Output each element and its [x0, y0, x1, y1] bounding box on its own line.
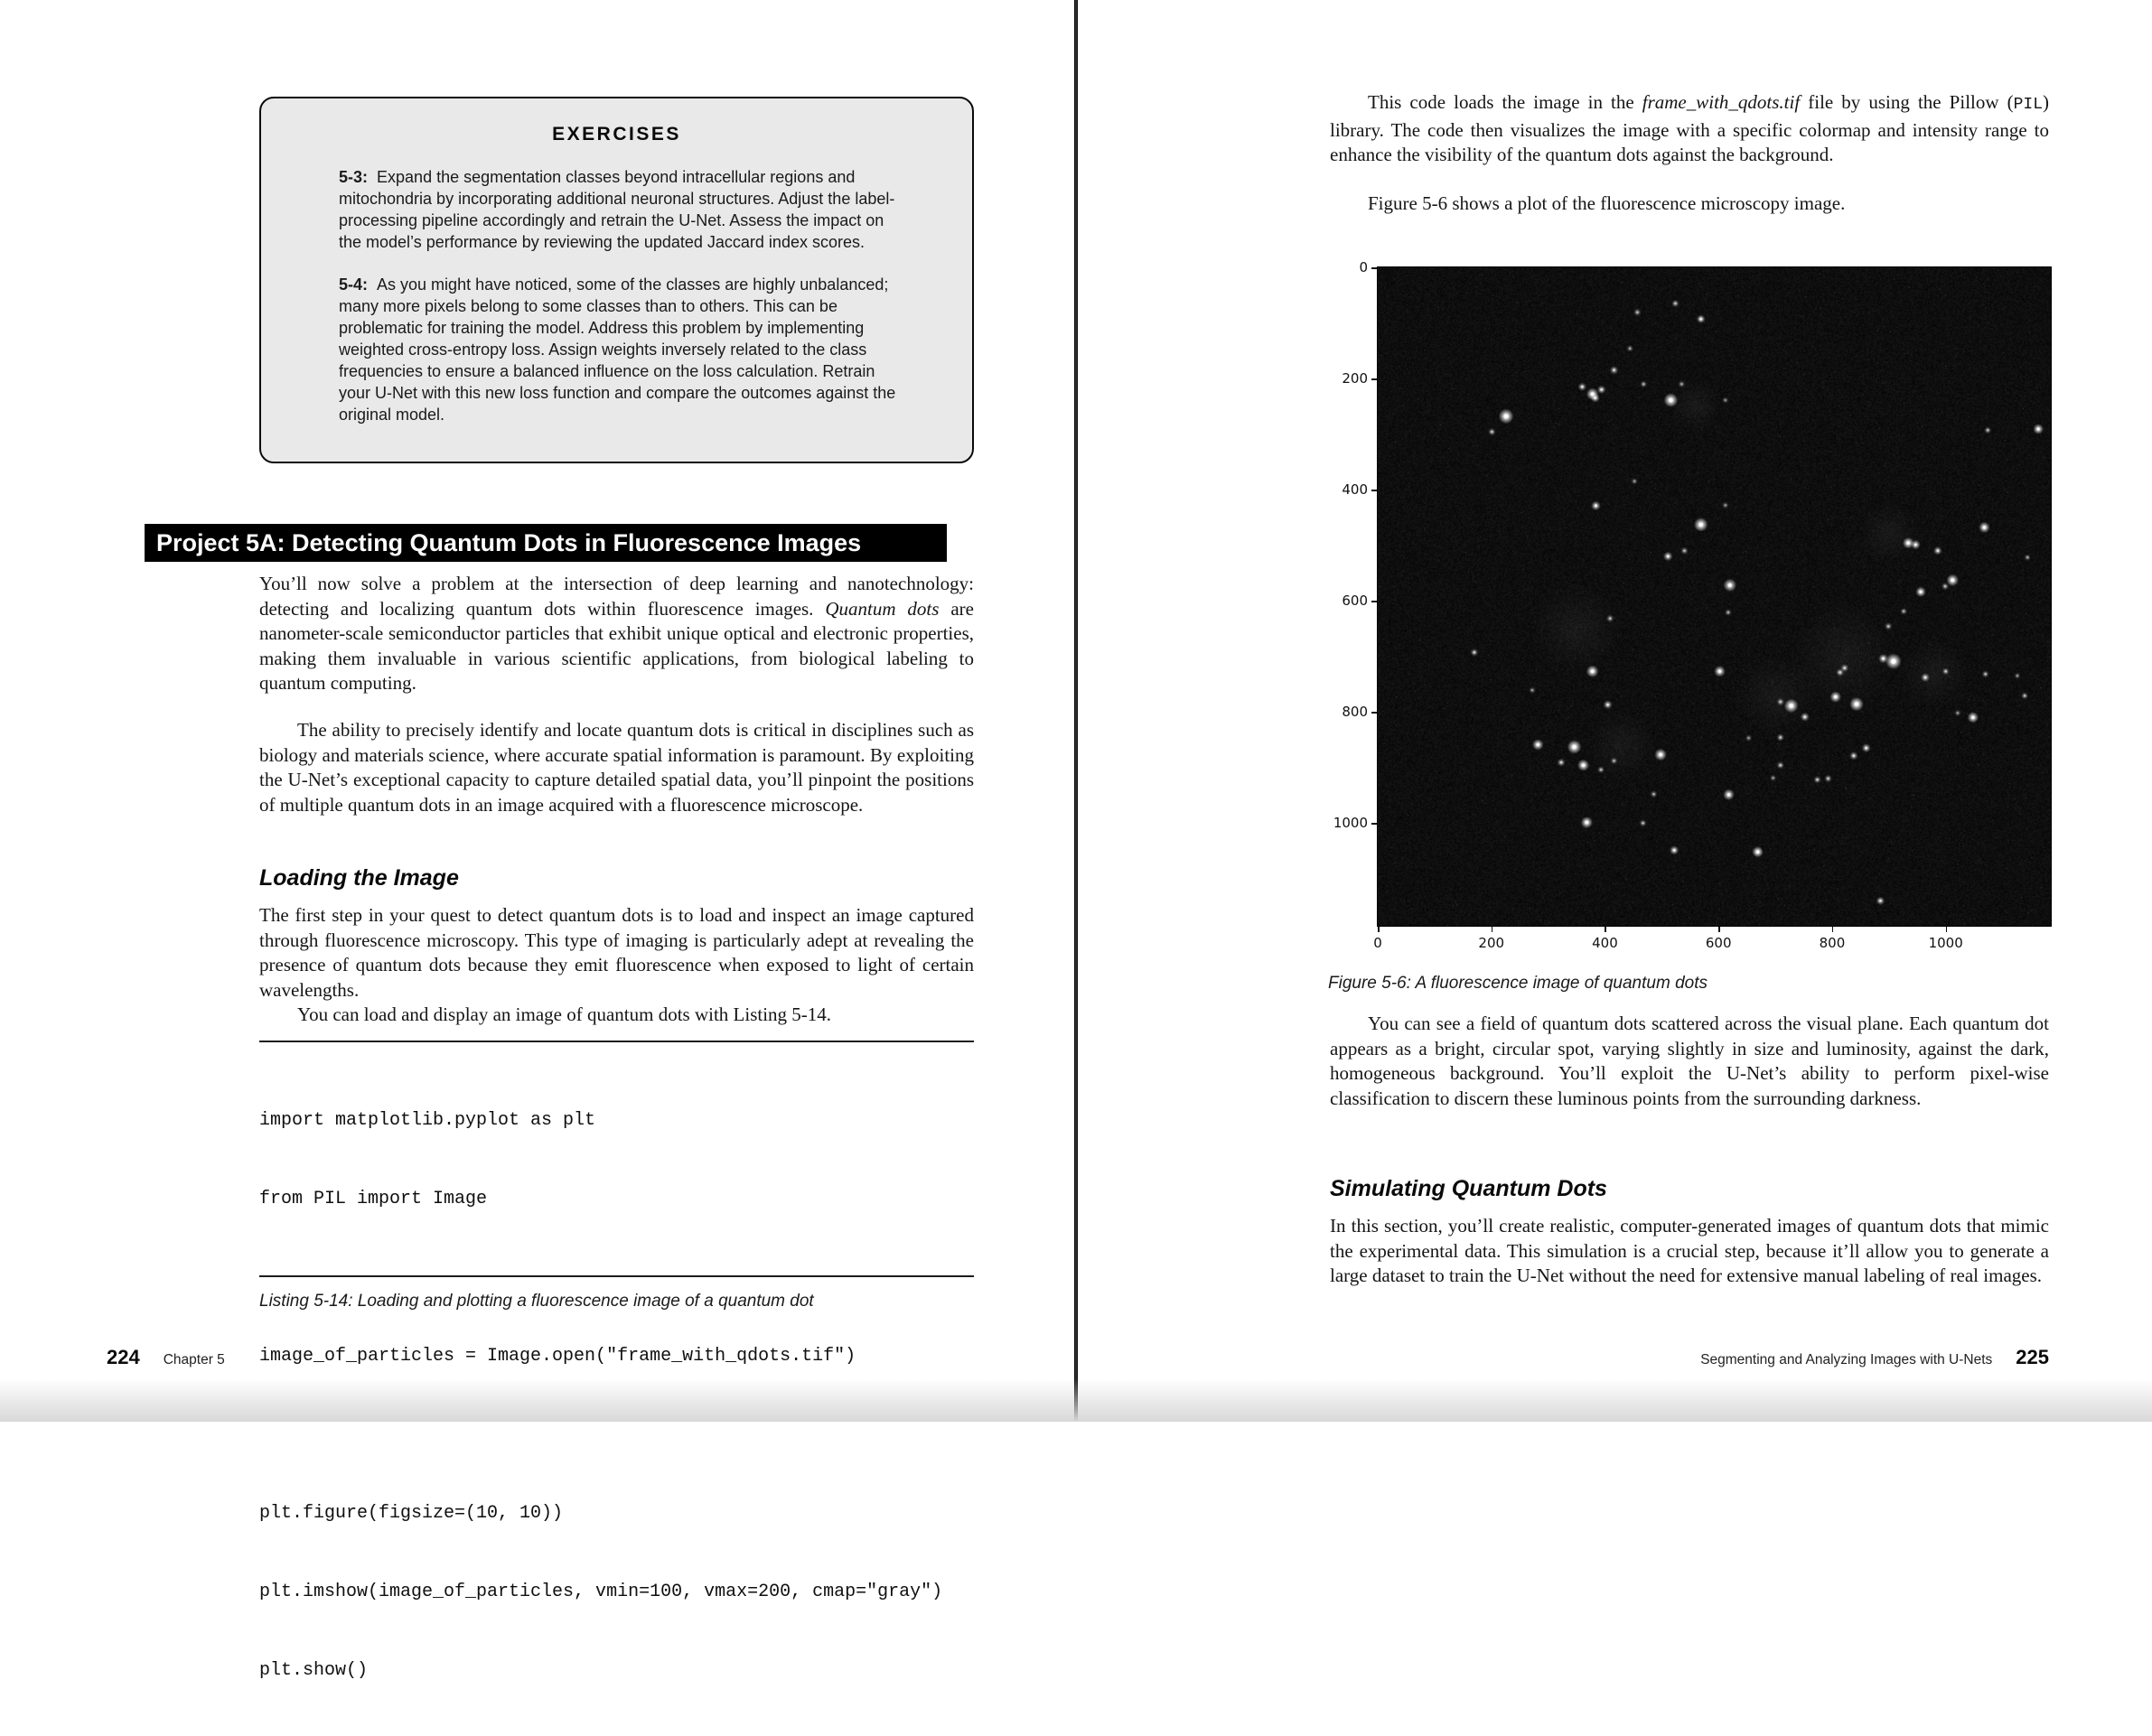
x-axis-tick-mark: [1492, 927, 1493, 932]
y-axis-tick-mark: [1371, 490, 1377, 491]
chapter-label: Chapter 5: [163, 1352, 225, 1367]
italic-term: Quantum dots: [825, 597, 940, 620]
code-line: import matplotlib.pyplot as plt: [259, 1110, 596, 1131]
page-gutter-divider: [1074, 0, 1078, 1422]
paragraph-code-explain: [1330, 90, 2049, 168]
exercise-text: As you might have noticed, some of the classes are highly unbalanced; many more pixels belong to some classes than to others. This can be problematic for training the model. Address this problem by implementing weighted cross-entropy loss. Assign weights inversely related to the class frequencies to ensure a balanced influence on the loss calculation. Retrain your U-Net with this new loss function and compare the outcomes against the original model.: [339, 275, 896, 424]
y-axis-tick-label: 200: [1342, 370, 1368, 387]
filename-italic: frame_with_qdots.tif: [1642, 91, 1801, 113]
page-bottom-shadow: [0, 1378, 2152, 1422]
page-number: 224: [107, 1346, 140, 1368]
code-line: [259, 1265, 974, 1291]
paragraph-field-of-dots: You can see a field of quantum dots scattered across the visual plane. Each quantum dot appears as a bright, circular spot, varying slightly in size and luminosity, against the dark, homogeneous background. You’ll exploit the U-Net’s ability to perform pixel-wise classification to discern these luminous points from the surrounding darkness.: [1330, 1013, 2049, 1109]
x-axis-tick-mark: [1718, 927, 1720, 932]
figure-caption: Figure 5-6: A fluorescence image of quantum dots: [1328, 974, 1708, 993]
project-header-title: Project 5A: Detecting Quantum Dots in Fluorescence Images: [156, 528, 862, 556]
paragraph-listing-ref: You can load and display an image of quantum dots with Listing 5-14.: [297, 1003, 832, 1025]
exercise-label: 5-4:: [339, 275, 369, 294]
left-page: [0, 0, 1074, 1681]
paragraph-text: ) library. The code then visualizes the image with a specific colormap and intensity range to enhance the visibility of the quantum dots against the background.: [1330, 91, 2049, 165]
y-axis-tick-mark: [1371, 823, 1377, 825]
right-footer: [1700, 1346, 2049, 1369]
paragraph-text: This code loads the image in the: [1368, 91, 1642, 113]
left-footer: [107, 1346, 225, 1369]
paragraph-intro: [259, 572, 974, 696]
paragraph-ability: The ability to precisely identify and locate quantum dots is critical in disciplines such as biology and materials science, where accurate spatial information is paramount. By exploiting the U-Net’s exceptional capacity to capture detailed spatial data, you’ll pinpoint the positions of multiple quantum dots in an image acquired with a fluorescence microscope.: [259, 719, 974, 816]
paragraph-text: are nanometer-scale semiconductor particles that exhibit unique optical and electronic properties, making them invaluable in various scientific applications, from biological labeling to quantum computing.: [259, 597, 974, 694]
project-header-bar: [145, 524, 947, 562]
inline-code: PIL: [2013, 96, 2043, 114]
y-axis-tick-mark: [1371, 267, 1377, 269]
y-axis-tick-label: 800: [1342, 704, 1368, 721]
section-heading-loading: Loading the Image: [259, 865, 459, 891]
exercise-label: 5-3:: [339, 168, 369, 186]
y-axis-tick-label: 0: [1359, 259, 1368, 275]
book-title-label: Segmenting and Analyzing Images with U-Nets: [1700, 1352, 1993, 1367]
exercises-title: EXERCISES: [552, 124, 681, 145]
code-line: [259, 1422, 974, 1448]
paragraph-figure-ref: Figure 5-6 shows a plot of the fluorescence microscopy image.: [1368, 192, 1846, 214]
x-axis-tick-mark: [1378, 927, 1380, 932]
y-axis-tick-label: 600: [1342, 593, 1368, 610]
figure-5-6: [1265, 247, 2105, 978]
code-line: plt.figure(figsize=(10, 10)): [259, 1503, 564, 1524]
fluorescence-image: [1378, 267, 2051, 926]
x-axis-tick-label: 800: [1819, 935, 1846, 951]
y-axis-tick-label: 400: [1342, 481, 1368, 499]
listing-rule-bottom: [259, 1275, 974, 1277]
exercise-item-5-3: [339, 166, 911, 253]
x-axis-tick-label: 400: [1592, 935, 1618, 951]
x-axis-tick-mark: [1946, 927, 1948, 932]
page-number: 225: [2016, 1346, 2049, 1368]
listing-rule-top: [259, 1041, 974, 1042]
code-line: from PIL import Image: [259, 1189, 488, 1209]
x-axis-tick-label: 200: [1478, 935, 1505, 951]
exercise-item-5-4: [339, 274, 911, 425]
y-axis-tick-mark: [1371, 601, 1377, 602]
paragraph-simulation: In this section, you’ll create realistic, computer-generated images of quantum dots that mimic the experimental data. This simulation is a crucial step, because it’ll allow you to generate a large dataset to train the U-Net without the need for extensive manual labeling of real images.: [1330, 1215, 2049, 1286]
paragraph-first-step: The first step in your quest to detect quantum dots is to load and inspect an image captured through fluorescence microscopy. This type of imaging is particularly adept at revealing the presence of quantum dots because they emit fluorescence when exposed to light of certain wavelengths.: [259, 904, 974, 1001]
section-heading-simulating: Simulating Quantum Dots: [1330, 1176, 1607, 1201]
paragraph-text: file by using the Pillow (: [1800, 91, 2014, 113]
listing-caption: Listing 5-14: Loading and plotting a fluorescence image of a quantum dot: [259, 1292, 814, 1311]
code-line: plt.imshow(image_of_particles, vmin=100, vmax=200, cmap="gray"): [259, 1582, 943, 1602]
exercise-text: Expand the segmentation classes beyond intracellular regions and mitochondria by incorporating additional neuronal structures. Adjust the label-processing pipeline accordingly and retrain the U-Net. Assess the impact on the model’s performance by reviewing the updated Jaccard index scores.: [339, 168, 895, 251]
code-line: plt.show(): [259, 1660, 369, 1681]
y-axis-tick-mark: [1371, 378, 1377, 380]
paragraph-text: You’ll now solve a problem at the intersection of deep learning and nanotechnology: detecting and localizing quantum dots within fluorescence images.: [259, 573, 974, 620]
x-axis-tick-label: 1000: [1928, 935, 1963, 951]
x-axis-tick-mark: [1832, 927, 1834, 932]
y-axis-tick-mark: [1371, 712, 1377, 714]
x-axis-tick-label: 600: [1705, 935, 1732, 951]
y-axis-tick-label: 1000: [1333, 815, 1368, 832]
x-axis-tick-label: 0: [1373, 935, 1382, 951]
x-axis-tick-mark: [1605, 927, 1606, 932]
code-line: image_of_particles = Image.open("frame_with_qdots.tif"): [259, 1346, 856, 1367]
exercises-box: [259, 97, 974, 463]
